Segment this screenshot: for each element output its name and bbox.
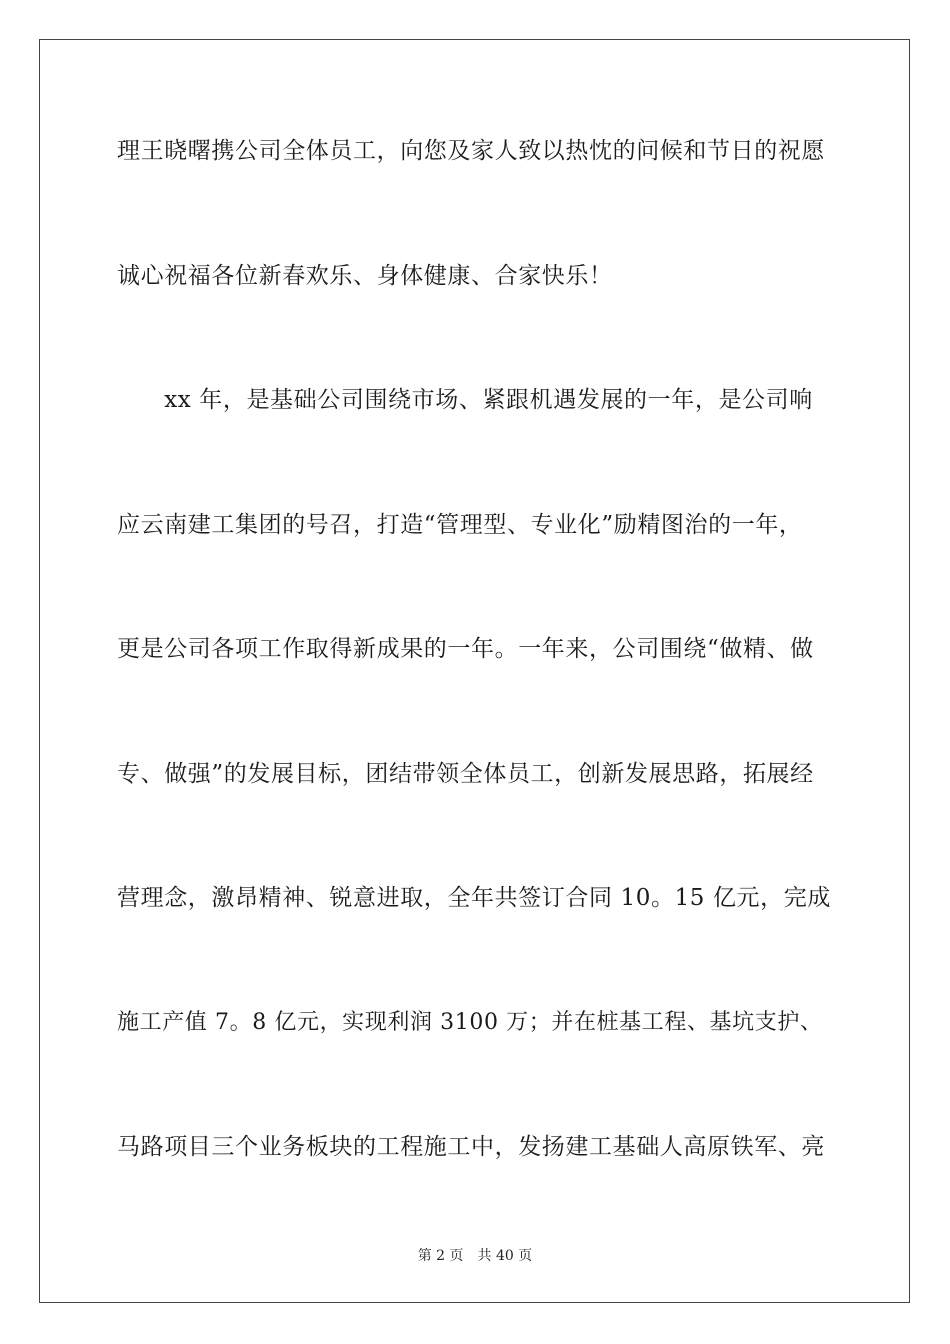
text-line: 施工产值 7。8 亿元，实现利润 3100 万；并在桩基工程、基坑支护、 [117,1010,823,1035]
page-total: 共 40 页 [477,1248,533,1264]
text-line: xx 年，是基础公司围绕市场、紧跟机遇发展的一年，是公司响 [117,387,813,413]
text-line: 理王晓曙携公司全体员工，向您及家人致以热忱的问候和节日的祝愿 [117,138,825,164]
text-line: 马路项目三个业务板块的工程施工中，发扬建工基础人高原铁军、亮 [117,1134,825,1160]
page-border [39,39,910,1303]
page-footer [0,1247,950,1265]
text-line: 诚心祝福各位新春欢乐、身体健康、合家快乐！ [117,263,613,289]
text-line: 更是公司各项工作取得新成果的一年。一年来，公司围绕“做精、做 [117,636,814,662]
text-line: 营理念，激昂精神、锐意进取，全年共签订合同 10。15 亿元，完成 [117,885,831,911]
text-line: 专、做强”的发展目标，团结带领全体员工，创新发展思路，拓展经 [117,761,814,787]
text-line: 应云南建工集团的号召，打造“管理型、专业化”励精图治的一年， [117,512,803,538]
page-number: 第 2 页 [417,1248,464,1264]
